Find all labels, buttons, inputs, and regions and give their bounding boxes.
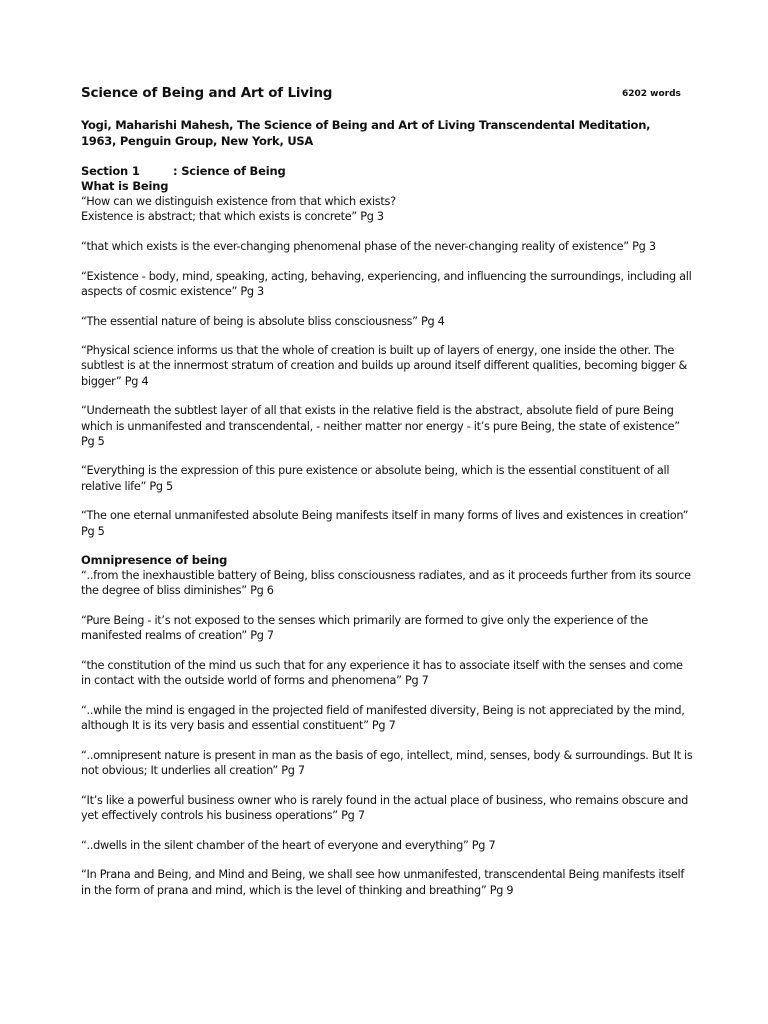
quote-paragraph: “Everything is the expression of this pure existence or absolute being, which is the essential constituent of all relative life” Pg 5 xyxy=(81,464,670,493)
quote-paragraph: “that which exists is the ever-changing phenomenal phase of the never-changing reality of existence” Pg 3 xyxy=(81,239,656,253)
subsection-heading: Omnipresence of being xyxy=(81,553,228,568)
title-row xyxy=(81,84,691,104)
quote-paragraph: “The essential nature of being is absolute bliss consciousness” Pg 4 xyxy=(81,314,445,328)
quote-line: “How can we distinguish existence from that which exists? xyxy=(81,195,396,208)
word-count: 6202 words xyxy=(622,89,681,99)
document-page xyxy=(81,84,691,912)
section-title: : Science of Being xyxy=(173,164,286,178)
quote-paragraph: “In Prana and Being, and Mind and Being, we shall see how unmanifested, transcendental Being manifests itself in the form of prana and mind, which is the level of thinking and breathing” Pg 9 xyxy=(81,868,685,897)
quote-paragraph: “Underneath the subtlest layer of all that exists in the relative field is the abstract, absolute field of pure Being which is unmanifested and transcendental, - neither matter nor energy - it’s pure Being, the state of existence” Pg 5 xyxy=(81,404,680,448)
section-heading xyxy=(81,164,691,179)
quote-line: Existence is abstract; that which exists is concrete” Pg 3 xyxy=(81,210,384,224)
citation: Yogi, Maharishi Mahesh, The Science of Being and Art of Living Transcendental Meditation, 1963, Penguin Group, New York, USA xyxy=(81,118,651,148)
quote-paragraph xyxy=(81,194,693,224)
quote-paragraph: “..omnipresent nature is present in man as the basis of ego, intellect, mind, senses, body & surroundings. But It is not obvious; It underlies all creation” Pg 7 xyxy=(81,748,693,778)
document-title: Science of Being and Art of Living xyxy=(81,85,333,101)
subsection-heading: What is Being xyxy=(81,179,169,193)
quote-paragraph: “the constitution of the mind us such that for any experience it has to associate itself with the senses and come in contact with the outside world of forms and phenomena” Pg 7 xyxy=(81,659,683,688)
quote-paragraph: “The one eternal unmanifested absolute Being manifests itself in many forms of lives and existences in creation” Pg 5 xyxy=(81,509,689,538)
section-number: Section 1 xyxy=(81,164,140,178)
quote-paragraph: “..from the inexhaustible battery of Being, bliss consciousness radiates, and as it proceeds further from its source the degree of bliss diminishes” Pg 6 xyxy=(81,569,691,598)
quote-paragraph: “Existence - body, mind, speaking, acting, behaving, experiencing, and influencing the surroundings, including all aspects of cosmic existence” Pg 3 xyxy=(81,269,692,298)
quote-paragraph: “It’s like a powerful business owner who is rarely found in the actual place of business, who remains obscure and yet effectively controls his business operations” Pg 7 xyxy=(81,793,688,822)
quote-paragraph: “..dwells in the silent chamber of the heart of everyone and everything” Pg 7 xyxy=(81,838,496,852)
quote-paragraph: “..while the mind is engaged in the projected field of manifested diversity, Being is not appreciated by the mind, although It is its very basis and essential constituent” Pg 7 xyxy=(81,703,685,733)
quote-paragraph: “Physical science informs us that the whole of creation is built up of layers of energy, one inside the other. The subtlest is at the innermost stratum of creation and builds up around itself different qualities, becoming bigger & bigger” Pg 4 xyxy=(81,344,688,388)
quote-paragraph: “Pure Being - it’s not exposed to the senses which primarily are formed to give only the experience of the manifested realms of creation” Pg 7 xyxy=(81,614,648,643)
